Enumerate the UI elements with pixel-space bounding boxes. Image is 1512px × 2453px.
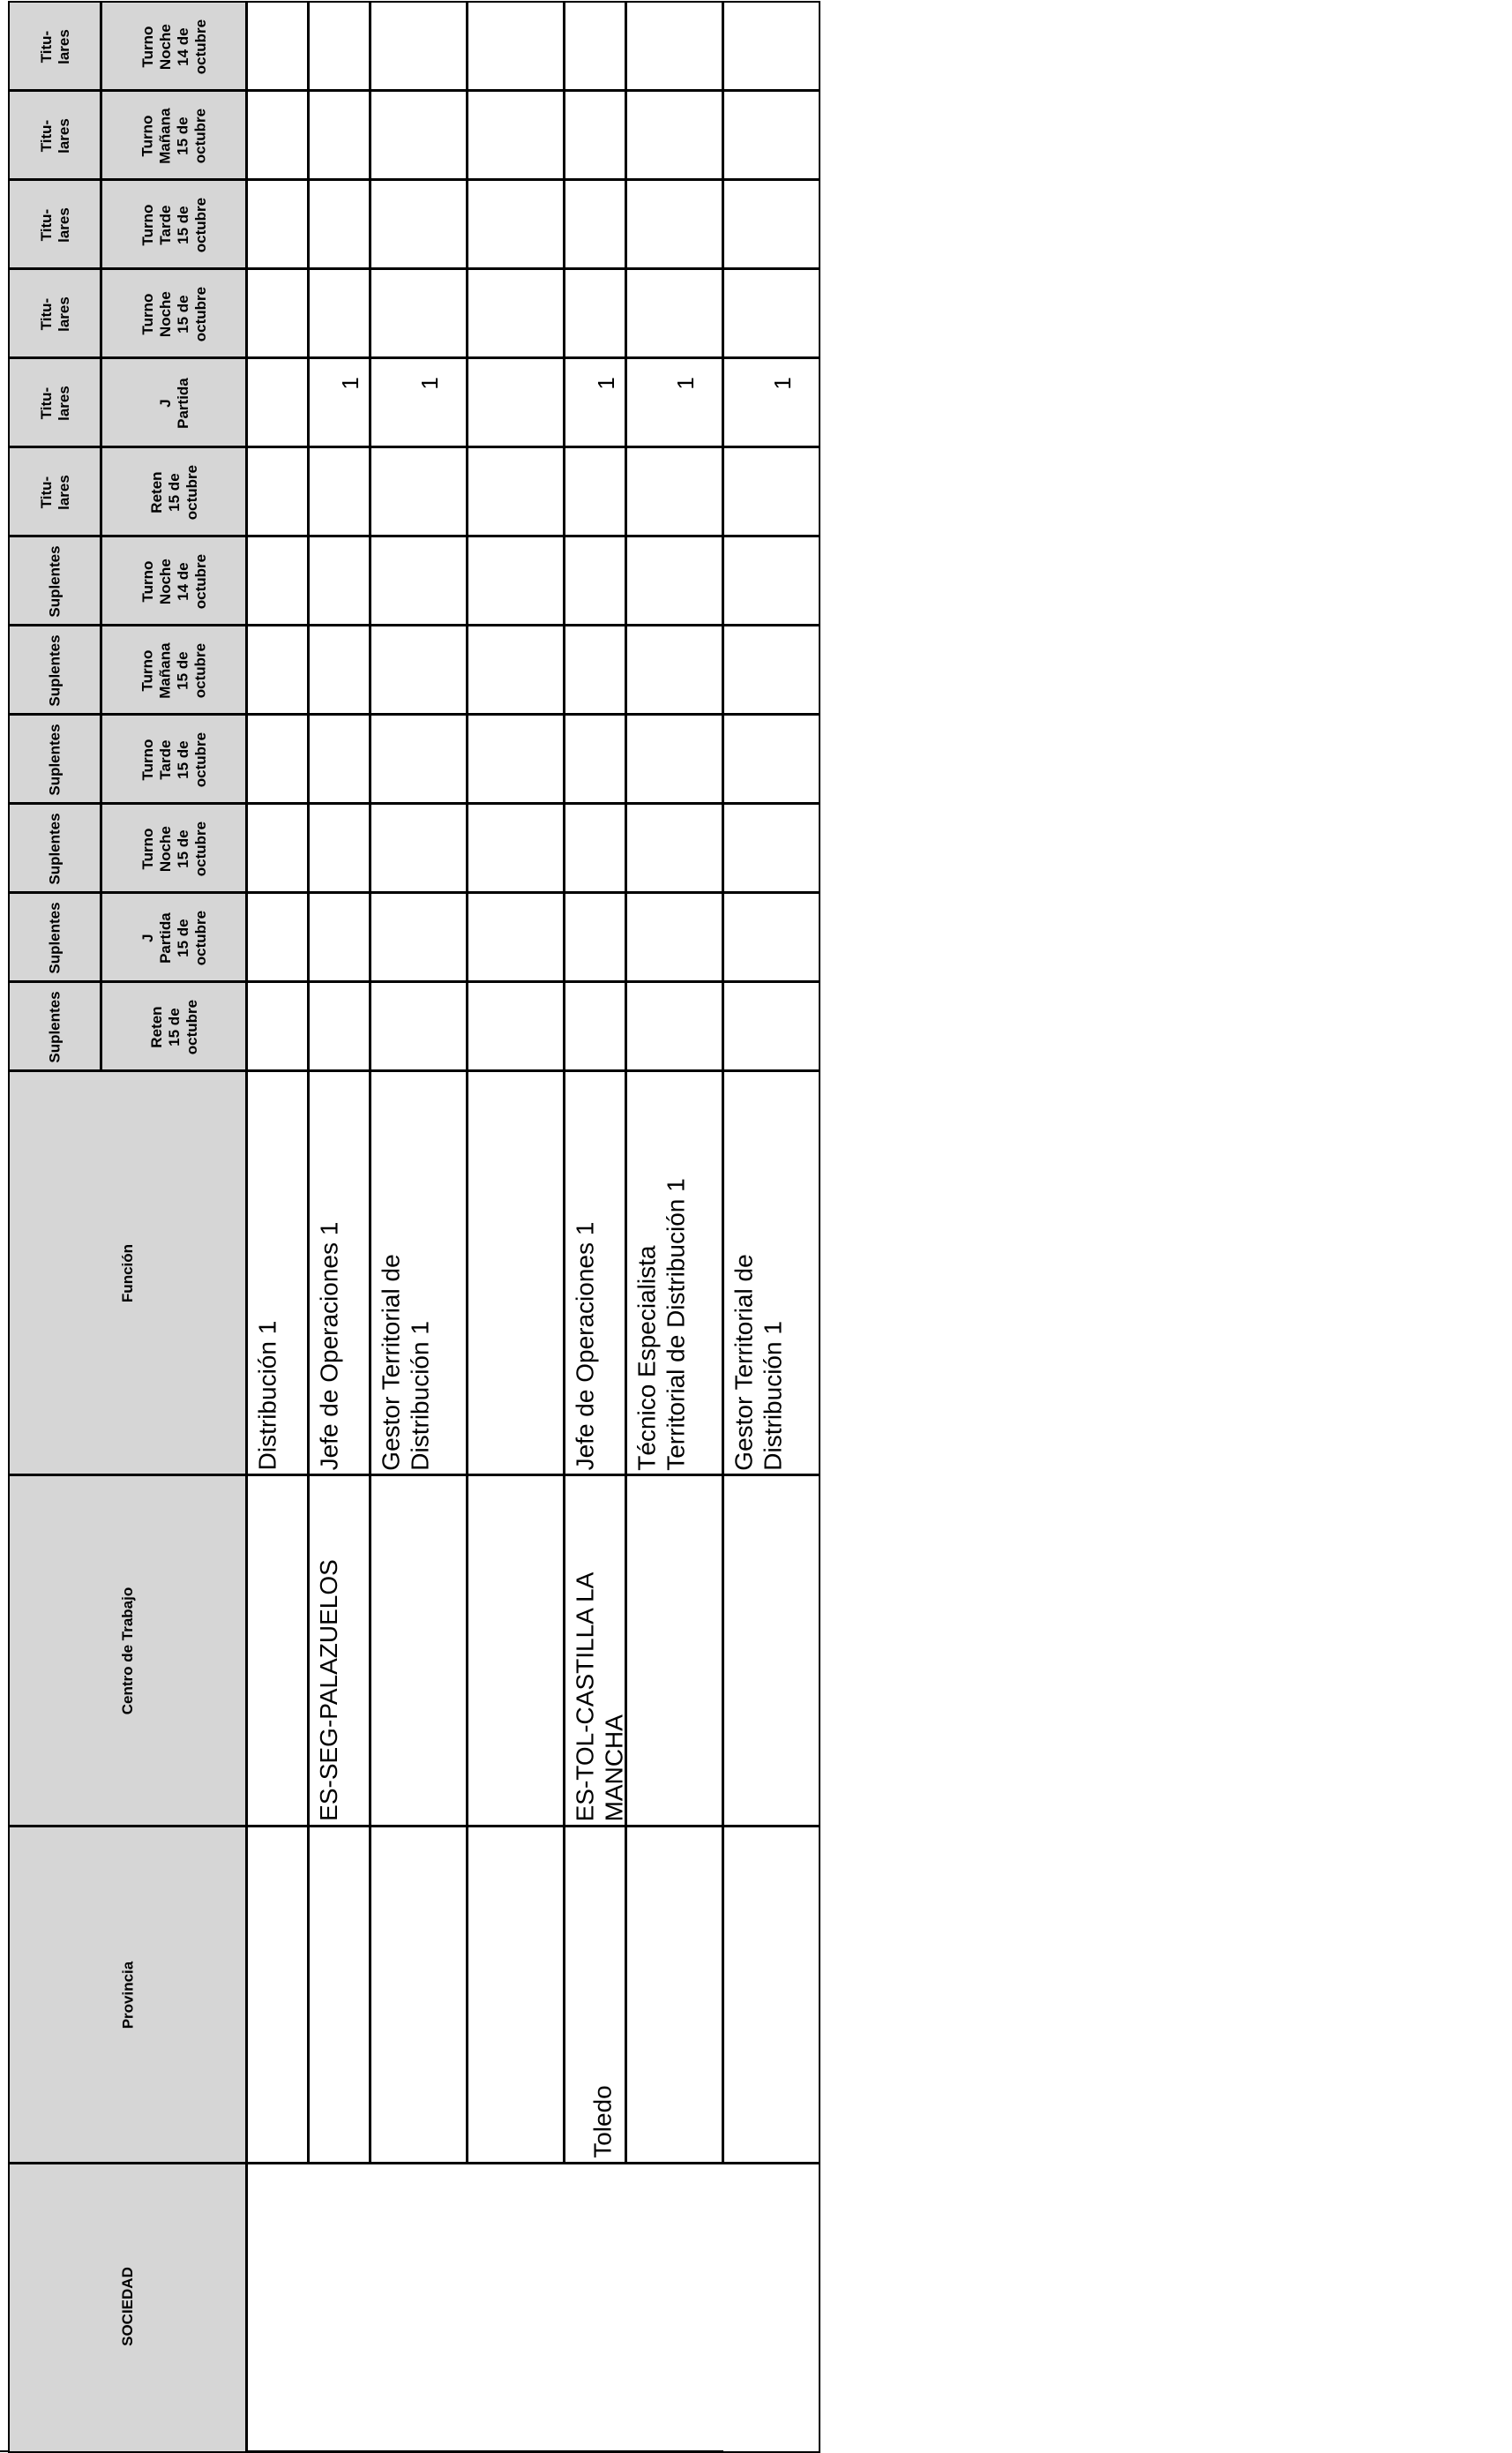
- table-cell: [308, 90, 371, 180]
- table-cell: [467, 446, 565, 536]
- table-cell: [370, 446, 468, 536]
- table-cell: [467, 1, 565, 91]
- table-cell: [467, 714, 565, 804]
- table-cell: [722, 357, 820, 447]
- table-cell: [564, 179, 626, 269]
- titulares-label: Titu- lares: [37, 474, 72, 510]
- shift-label: Turno Mañana 15 de octubre: [138, 107, 209, 164]
- table-cell: [625, 90, 723, 180]
- table-cell: [564, 90, 626, 180]
- table-cell: [308, 714, 371, 804]
- funcion-value: Gestor Territorial de Distribución 1: [730, 1253, 787, 1471]
- table-cell: [625, 625, 723, 715]
- jpartida-value: 1: [336, 376, 363, 390]
- table-cell: [722, 892, 820, 982]
- table-cell: [722, 803, 820, 893]
- table-cell: [564, 714, 626, 804]
- table-cell: [467, 981, 565, 1071]
- table-cell: [564, 536, 626, 626]
- table-cell: [246, 892, 309, 982]
- table-cell: [308, 625, 371, 715]
- table-cell: [246, 625, 309, 715]
- table-cell: [370, 536, 468, 626]
- table-cell: [467, 357, 565, 447]
- table-cell: [467, 803, 565, 893]
- table-cell: [308, 536, 371, 626]
- table-cell: [625, 803, 723, 893]
- table-cell: [722, 179, 820, 269]
- jpartida-value: 1: [592, 376, 619, 390]
- suplentes-label: Suplentes: [46, 812, 64, 885]
- table-cell: [722, 981, 820, 1071]
- table-cell: [467, 625, 565, 715]
- table-cell: [467, 892, 565, 982]
- centro-cell: [370, 1474, 468, 1827]
- suplentes-label: Suplentes: [46, 634, 64, 707]
- table-cell: [625, 446, 723, 536]
- table-cell: [246, 446, 309, 536]
- jpartida-value: 1: [671, 376, 699, 390]
- jpartida-value: 1: [415, 376, 443, 390]
- table-cell: [370, 892, 468, 982]
- suplentes-label: Suplentes: [46, 544, 64, 618]
- table-cell: [370, 803, 468, 893]
- table-cell: [370, 625, 468, 715]
- table-cell: [308, 892, 371, 982]
- table-cell: [722, 625, 820, 715]
- shift-label: Turno Mañana 15 de octubre: [138, 641, 209, 699]
- shift-label: Turno Noche 15 de octubre: [138, 821, 209, 876]
- table-cell: [564, 625, 626, 715]
- funcion-value: Jefe de Operaciones 1: [570, 1221, 598, 1470]
- table-cell: [370, 179, 468, 269]
- table-cell: [308, 357, 371, 447]
- funcion-value: Jefe de Operaciones 1: [314, 1221, 342, 1470]
- table-cell: [625, 179, 723, 269]
- table-cell: [564, 268, 626, 358]
- funcion-value: Gestor Territorial de Distribución 1: [377, 1253, 434, 1471]
- table-cell: [246, 268, 309, 358]
- shift-label: Turno Noche 15 de octubre: [138, 286, 209, 341]
- provincia-header-label: Provincia: [118, 1961, 136, 2029]
- centro-cell: [722, 1474, 820, 1827]
- table-cell: [722, 1, 820, 91]
- table-cell: [370, 714, 468, 804]
- provincia-cell: [722, 1826, 820, 2164]
- table-cell: [564, 1, 626, 91]
- table-cell: [370, 90, 468, 180]
- provincia-cell: [625, 1826, 723, 2164]
- funcion-value: Distribución 1: [252, 1320, 281, 1470]
- table-cell: [625, 357, 723, 447]
- shift-label: Turno Noche 14 de octubre: [138, 553, 209, 609]
- suplentes-label: Suplentes: [46, 723, 64, 796]
- table-cell: [370, 1, 468, 91]
- table-cell: [467, 268, 565, 358]
- centro-cell: [467, 1474, 565, 1827]
- titulares-label: Titu- lares: [37, 385, 72, 421]
- titulares-label: Titu- lares: [37, 296, 72, 332]
- table-cell: [625, 1, 723, 91]
- centro-value: ES-SEG-PALAZUELOS: [314, 1559, 342, 1821]
- funcion-cell: [467, 1070, 565, 1475]
- shift-label: J Partida 15 de octubre: [138, 910, 209, 965]
- shift-label: Turno Noche 14 de octubre: [138, 19, 209, 74]
- table-cell: [246, 714, 309, 804]
- shift-label: Reten 15 de octubre: [147, 464, 200, 520]
- table-cell: [246, 803, 309, 893]
- sociedad-header-label: SOCIEDAD: [118, 2267, 136, 2346]
- table-cell: [722, 268, 820, 358]
- table-cell: [246, 536, 309, 626]
- table-cell: [467, 179, 565, 269]
- table-cell: [370, 981, 468, 1071]
- centro-header-label: Centro de Trabajo: [118, 1587, 136, 1715]
- table-cell: [722, 446, 820, 536]
- table-cell: [308, 803, 371, 893]
- table-cell: [722, 714, 820, 804]
- table-cell: [246, 1, 309, 91]
- shift-label: Reten 15 de octubre: [147, 999, 200, 1054]
- shift-label: Turno Tarde 15 de octubre: [138, 197, 209, 252]
- table-cell: [625, 981, 723, 1071]
- table-cell: [467, 536, 565, 626]
- jpartida-value: 1: [768, 376, 796, 390]
- table-cell: [564, 803, 626, 893]
- table-cell: [246, 357, 309, 447]
- table-cell: [308, 446, 371, 536]
- centro-cell: [246, 1474, 309, 1827]
- suplentes-label: Suplentes: [46, 990, 64, 1063]
- table-cell: [246, 981, 309, 1071]
- provincia-cell: [246, 1826, 309, 2164]
- table-cell: [308, 179, 371, 269]
- funcion-header-label: Función: [119, 1243, 137, 1303]
- shift-label: J Partida: [156, 377, 191, 429]
- centro-cell: [625, 1474, 723, 1827]
- table-cell: [370, 268, 468, 358]
- table-cell: [308, 268, 371, 358]
- table-cell: [308, 981, 371, 1071]
- table-cell: [564, 892, 626, 982]
- shift-label: Turno Tarde 15 de octubre: [138, 731, 209, 787]
- sociedad-cell: [246, 2163, 820, 2453]
- table-cell: [564, 446, 626, 536]
- table-cell: [564, 357, 626, 447]
- table-cell: [308, 1, 371, 91]
- table-cell: [370, 357, 468, 447]
- table-cell: [625, 892, 723, 982]
- suplentes-label: Suplentes: [46, 901, 64, 974]
- table-cell: [625, 714, 723, 804]
- provincia-value: Toledo: [588, 2085, 617, 2158]
- table-cell: [246, 90, 309, 180]
- centro-value: ES-TOL-CASTILLA LA MANCHA: [570, 1572, 627, 1821]
- titulares-label: Titu- lares: [37, 206, 72, 243]
- funcion-value: Técnico Especialista Territorial de Distribución 1: [632, 1177, 690, 1471]
- table-cell: [625, 536, 723, 626]
- table-cell: [722, 536, 820, 626]
- table-cell: [625, 268, 723, 358]
- provincia-cell: [467, 1826, 565, 2164]
- table-cell: [467, 90, 565, 180]
- provincia-cell: [308, 1826, 371, 2164]
- titulares-label: Titu- lares: [37, 117, 72, 154]
- table-cell: [246, 179, 309, 269]
- table-cell: [564, 981, 626, 1071]
- table-cell: [722, 90, 820, 180]
- provincia-cell: [370, 1826, 468, 2164]
- titulares-label: Titu- lares: [37, 28, 72, 64]
